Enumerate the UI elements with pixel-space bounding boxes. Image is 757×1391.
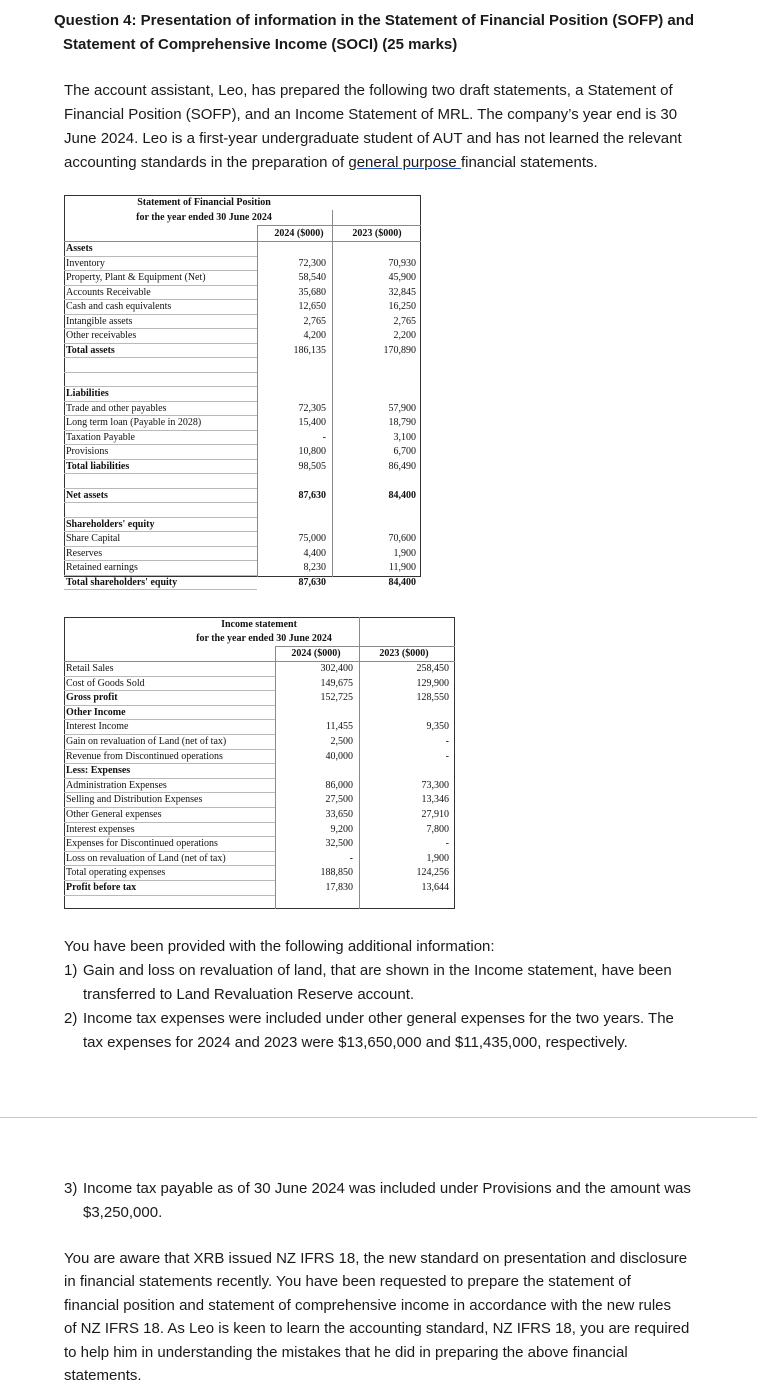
table-row [64,373,421,388]
value-2023: 7,800 [426,823,449,835]
row-label: Accounts Receivable [66,286,151,298]
row-label: Profit before tax [66,882,137,893]
list-text: tax expenses for 2024 and 2023 were $13,650,000 and $11,435,000, respectively. [83,1034,628,1051]
value-2024: 2,765 [303,315,326,327]
intro-line: The account assistant, Leo, has prepared the following two draft statements, a Statement of [64,82,673,99]
question-title-line2: Statement of Comprehensive Income (SOCI) (25 marks) [63,36,458,53]
row-label: Long term loan (Payable in 2028) [66,417,202,428]
row-label: Cash and cash equivalents [66,301,172,312]
table-row [64,677,455,692]
row-label: Revenue from Discontinued operations [66,750,223,762]
value-2024: 32,500 [325,838,353,850]
row-label: Assets [66,243,93,254]
closing-line: of NZ IFRS 18. As Leo is keen to learn the accounting standard, NZ IFRS 18, you are required [64,1320,690,1338]
value-2024: 9,200 [330,823,353,835]
list-item [64,1177,694,1225]
intro-line: June 2024. Leo is a first-year undergraduate student of AUT and has not learned the relevant [64,130,682,147]
income-statement-table [64,617,455,909]
value-2024: 15,400 [298,417,326,428]
row-label: Share Capital [66,533,121,544]
closing-line: You are aware that XRB issued NZ IFRS 18, the new standard on presentation and disclosure [64,1250,688,1267]
value-2024: 17,830 [325,882,353,893]
question-title [54,9,744,57]
table-row [64,808,455,823]
sofp-subtitle: for the year ended 30 June 2024 [136,212,272,223]
table-row [64,344,421,359]
table-row [64,503,421,518]
income-col-2024: 2024 ($000) [291,648,341,659]
value-2023: 13,346 [421,794,449,806]
row-label: Liabilities [66,388,109,399]
table-row [64,576,421,591]
table-row [64,474,421,489]
value-2023: 1,900 [426,852,449,864]
value-2023: 84,400 [388,489,416,501]
table-row [64,532,421,547]
value-2023: 1,900 [393,547,416,559]
value-2023: - [445,838,449,850]
table-row [64,779,455,794]
value-2024: 152,725 [320,692,353,704]
value-2024: 72,300 [298,257,326,269]
row-label: Administration Expenses [66,779,167,791]
row-label: Gain on revaluation of Land (net of tax) [66,736,227,747]
value-2024: 27,500 [325,794,353,806]
row-label: Selling and Distribution Expenses [66,794,203,806]
value-2023: 258,450 [416,663,449,674]
table-row [64,271,421,286]
table-row [64,518,421,533]
sofp-col-2024: 2024 ($000) [274,228,324,239]
row-rule [64,895,275,896]
table-row [64,793,455,808]
table-row [64,823,455,838]
value-2024: 4,400 [303,547,326,559]
row-label: Other receivables [66,330,137,341]
sofp-col-2023: 2023 ($000) [352,228,402,239]
table-row [64,257,421,272]
table-row [64,402,421,417]
list-number: 3) [64,1180,78,1197]
value-2024: 12,650 [298,301,326,312]
list-text: Gain and loss on revaluation of land, that are shown in the Income statement, have been [83,962,672,979]
intro-line: Financial Position (SOFP), and an Income Statement of MRL. The company’s year end is 30 [64,106,678,123]
row-label: Interest Income [66,721,129,733]
closing-line: statements. [64,1367,142,1385]
table-row [64,735,455,750]
value-2024: 302,400 [320,663,353,674]
sofp-table [64,195,421,588]
row-rule [64,589,257,590]
additional-list-continued [64,1177,694,1225]
general-purpose-underlined: general purpose [348,154,461,171]
list-item [64,959,694,1007]
value-2023: 73,300 [421,779,449,791]
row-label: Other Income [66,706,126,718]
closing-line: to help him in understanding the mistakes that he did in preparing the above financial [64,1343,628,1361]
intro-line4-text: accounting standards in the preparation of [64,154,349,171]
intro-line [64,151,692,175]
question-title-line1: Question 4: Presentation of information in the Statement of Financial Position (SOFP) and [54,12,695,29]
row-label: Loss on revaluation of Land (net of tax) [66,852,226,864]
table-row [64,416,421,431]
row-label: Provisions [66,446,109,457]
income-subtitle: for the year ended 30 June 2024 [196,633,332,644]
intro-paragraph [64,79,692,175]
table-row [64,691,455,706]
value-2024: 87,630 [298,489,326,501]
value-2024: 10,800 [298,446,326,457]
row-label: Trade and other payables [66,402,167,414]
value-2023: 170,890 [383,344,416,356]
value-2024: - [322,431,326,443]
table-row [64,445,421,460]
row-label: Other General expenses [66,809,162,820]
row-label: Expenses for Discontinued operations [66,838,218,850]
income-col-2023: 2023 ($000) [379,648,429,659]
value-2023: 6,700 [393,446,416,457]
list-number: 2) [64,1010,78,1027]
value-2024: - [349,852,353,864]
list-text: $3,250,000. [83,1204,163,1221]
row-label: Retained earnings [66,562,138,573]
list-item [64,1007,694,1055]
value-2023: 27,910 [421,809,449,820]
row-label: Taxation Payable [66,431,135,443]
value-2023: 57,900 [388,402,416,414]
value-2023: 70,600 [388,533,416,544]
value-2024: 58,540 [298,272,326,283]
table-row [64,866,455,881]
value-2023: 129,900 [416,677,449,689]
value-2023: 16,250 [388,301,416,312]
closing-line: financial position and statement of comprehensive income in accordance with the new rules [64,1296,672,1314]
additional-list [64,959,694,1055]
closing-line: in financial statements recently. You have been requested to prepare the statement of [64,1273,631,1291]
value-2023: 11,900 [388,562,416,573]
value-2024: 149,675 [320,677,353,689]
value-2024: 35,680 [298,286,326,298]
value-2023: 2,200 [393,330,416,341]
table-row [64,750,455,765]
value-2023: 84,400 [388,576,416,588]
table-row [64,460,421,475]
table-row [64,706,455,721]
row-label: Net assets [66,489,108,501]
row-label: Gross profit [66,692,118,704]
value-2023: 70,930 [388,257,416,269]
table-row [64,561,421,576]
value-2024: 75,000 [298,533,326,544]
row-label: Shareholders' equity [66,518,155,530]
list-number: 1) [64,962,78,979]
table-row [64,764,455,779]
list-text: transferred to Land Revaluation Reserve account. [83,986,415,1003]
value-2024: 4,200 [303,330,326,341]
row-label: Reserves [66,547,103,559]
table-row [64,300,421,315]
value-2023: 13,644 [421,882,449,893]
value-2023: - [445,750,449,762]
table-row [64,662,455,677]
table-row [64,837,455,852]
table-row [64,242,421,257]
row-label: Less: Expenses [66,765,131,777]
closing-paragraph [64,1247,692,1387]
list-text: Income tax expenses were included under other general expenses for the two years. The [83,1010,674,1027]
value-2023: 9,350 [426,721,449,733]
row-label: Intangible assets [66,315,133,327]
table-row [64,358,421,373]
list-text: Income tax payable as of 30 June 2024 was included under Provisions and the amount was [83,1180,691,1197]
value-2024: 8,230 [303,562,326,573]
table-row [64,387,421,402]
value-2023: 128,550 [416,692,449,704]
table-row [64,720,455,735]
row-label: Inventory [66,257,105,269]
value-2024: 98,505 [298,460,326,472]
table-row [64,286,421,301]
page-divider [0,1117,757,1118]
value-2023: 18,790 [388,417,416,428]
row-label: Cost of Goods Sold [66,677,145,689]
value-2024: 86,000 [325,779,353,791]
row-label: Retail Sales [66,663,114,674]
table-row [64,852,455,867]
value-2023: 86,490 [388,460,416,472]
table-row [64,315,421,330]
value-2024: 186,135 [293,344,326,356]
value-2024: 2,500 [330,736,353,747]
additional-intro: You have been provided with the following additional information: [64,938,495,955]
row-label: Interest expenses [66,823,135,835]
value-2023: 2,765 [393,315,416,327]
row-label: Total assets [66,344,115,356]
row-label: Total shareholders' equity [66,576,178,588]
row-label: Total liabilities [66,460,130,472]
value-2024: 40,000 [325,750,353,762]
value-2024: 72,305 [298,402,326,414]
value-2024: 188,850 [320,867,353,879]
row-label: Property, Plant & Equipment (Net) [66,272,206,283]
value-2024: 11,455 [325,721,353,733]
table-row [64,547,421,562]
value-2023: 124,256 [416,867,449,879]
table-row [64,431,421,446]
value-2023: 32,845 [388,286,416,298]
table-row [64,329,421,344]
income-title: Income statement [221,619,297,630]
table-row [64,489,421,504]
value-2024: 87,630 [298,576,326,588]
value-2023: 45,900 [388,272,416,283]
intro-line4-end: financial statements. [460,154,598,171]
value-2023: 3,100 [393,431,416,443]
value-2024: 33,650 [325,809,353,820]
row-label: Total operating expenses [66,867,166,879]
value-2023: - [445,736,449,747]
table-row [64,881,455,896]
sofp-title: Statement of Financial Position [137,197,271,208]
